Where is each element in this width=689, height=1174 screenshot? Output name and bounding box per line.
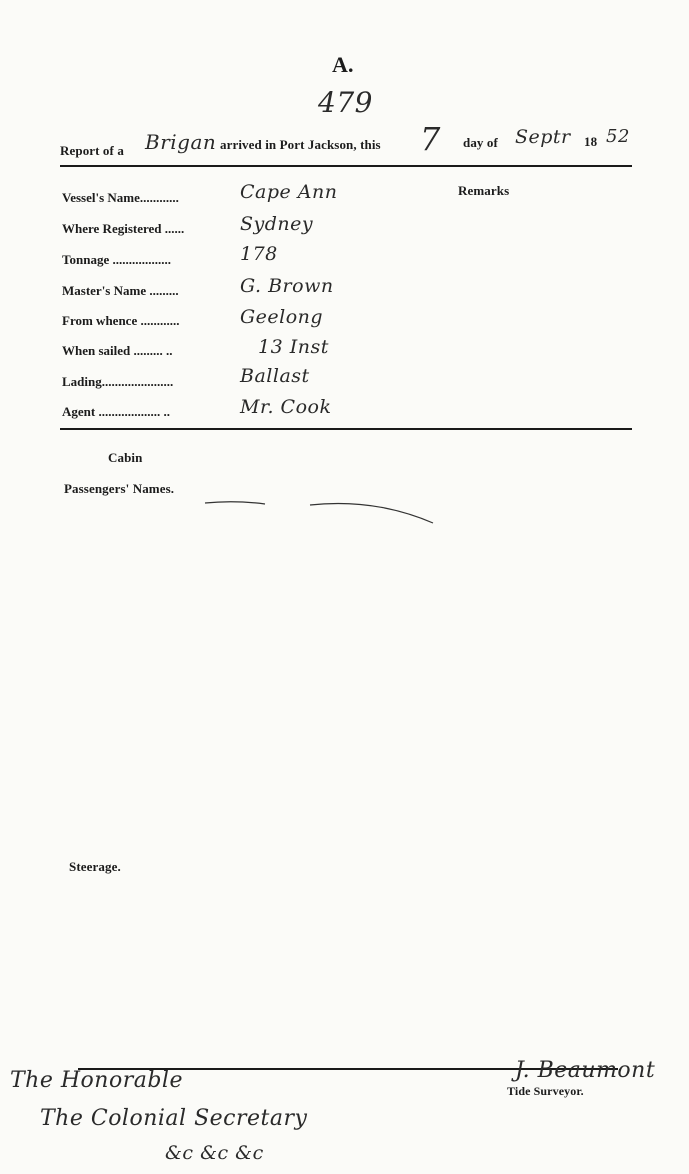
field-value-masters-name: G. Brown	[240, 275, 334, 297]
field-label-from-whence: From whence ............	[62, 313, 180, 328]
addressee-line-1: The Honorable	[10, 1068, 183, 1093]
top-rule	[60, 165, 632, 167]
remarks-label: Remarks	[458, 183, 510, 198]
field-value-agent: Mr. Cook	[240, 396, 332, 418]
form-letter: A.	[332, 52, 354, 77]
passenger-dash-marks	[195, 490, 445, 530]
field-value-when-sailed: 13 Inst	[258, 336, 329, 358]
field-value-vessel-name: Cape Ann	[240, 181, 338, 203]
year-printed: 18	[584, 134, 598, 149]
field-label-agent: Agent ................... ..	[62, 404, 170, 419]
passengers-label: Passengers' Names.	[64, 481, 175, 496]
day-handwritten: 7	[420, 120, 441, 158]
report-prefix: Report of a	[60, 143, 124, 158]
addressee-line-2: The Colonial Secretary	[40, 1106, 308, 1131]
month-handwritten: Septr	[515, 126, 571, 148]
field-label-when-sailed: When sailed ......... ..	[62, 343, 173, 358]
field-value-tonnage: 178	[240, 243, 278, 265]
steerage-label: Steerage.	[69, 859, 121, 874]
field-label-vessel-name: Vessel's Name............	[62, 190, 179, 205]
field-value-lading: Ballast	[240, 365, 310, 387]
fields-bottom-rule	[60, 428, 632, 430]
addressee-line-3: &c &c &c	[165, 1142, 264, 1164]
report-middle: arrived in Port Jackson, this	[220, 137, 381, 152]
day-label: day of	[463, 135, 498, 150]
field-label-masters-name: Master's Name .........	[62, 283, 179, 298]
field-label-where-registered: Where Registered ......	[62, 221, 185, 236]
vessel-type-handwritten: Brigan	[145, 130, 217, 154]
field-label-lading: Lading......................	[62, 374, 174, 389]
cabin-label: Cabin	[108, 450, 143, 465]
year-handwritten: 52	[606, 126, 630, 147]
registry-number: 479	[318, 86, 373, 119]
tide-surveyor-signature: J. Beaumont	[515, 1058, 656, 1083]
tide-surveyor-label: Tide Surveyor.	[507, 1084, 584, 1098]
field-label-tonnage: Tonnage ..................	[62, 252, 171, 267]
field-value-where-registered: Sydney	[240, 213, 314, 235]
field-value-from-whence: Geelong	[240, 306, 324, 328]
